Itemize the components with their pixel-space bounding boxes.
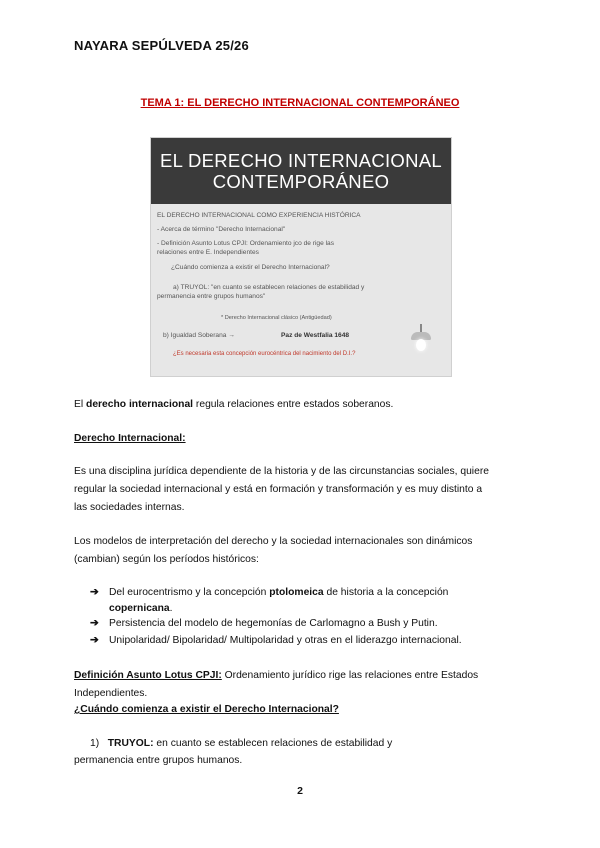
section-heading: Derecho Internacional: — [74, 433, 186, 444]
numbered-item — [90, 735, 530, 753]
page-title: TEMA 1: EL DERECHO INTERNACIONAL CONTEMPORÁNEO — [140, 97, 460, 109]
slide-line: - Acerca de término "Derecho Internacional" — [157, 226, 286, 233]
arrow-icon: ➔ — [90, 587, 99, 598]
text-run: de historia a la concepción — [323, 587, 449, 598]
text-run: El — [74, 399, 87, 410]
slide-body — [151, 204, 451, 357]
text-line: regular la sociedad internacional y está en formación y transformación y es muy distinto a — [74, 484, 483, 495]
text-run: . — [169, 603, 173, 614]
paragraph-definition — [74, 463, 529, 517]
paragraph-lotus — [74, 667, 529, 703]
list-item-text: Unipolaridad/ Bipolaridad/ Multipolaridad y otras en el liderazgo internacional. — [109, 635, 462, 646]
text-run: en cuanto se establecen relaciones de estabilidad y — [153, 738, 393, 749]
text-line: (cambian) según los períodos históricos: — [74, 554, 259, 565]
page-number: 2 — [297, 785, 303, 797]
slide-heading-line1: EL DERECHO INTERNACIONAL — [159, 150, 442, 171]
arrow-icon: ➔ — [90, 618, 99, 629]
text-run-bold: copernicana — [109, 603, 170, 614]
slide-line: * Derecho Internacional clásico (Antigüedad) — [221, 315, 332, 321]
text-line: Los modelos de interpretación del derecho y la sociedad internacionales son dinámicos — [74, 536, 473, 547]
slide-line: b) Igualdad Soberana → — [163, 332, 235, 339]
paragraph-intro — [74, 396, 529, 414]
slide-line: EL DERECHO INTERNACIONAL COMO EXPERIENCIA HISTÓRICA — [157, 212, 361, 219]
text-run-underlined: Definición Asunto Lotus CPJI: — [74, 670, 222, 681]
text-run: Del eurocentrismo y la concepción — [109, 587, 270, 598]
text-run: Ordenamiento jurídico rige las relaciones entre Estados — [221, 670, 479, 681]
paragraph-models — [74, 533, 529, 569]
author-header: NAYARA SEPÚLVEDA 25/26 — [74, 38, 249, 53]
slide-line: permanencia entre grupos humanos" — [157, 293, 266, 300]
slide-heading-line2: CONTEMPORÁNEO — [212, 171, 390, 192]
question-heading: ¿Cuándo comienza a existir el Derecho Internacional? — [74, 704, 339, 715]
slide-line: ¿Es necesaria esta concepción eurocéntrica del nacimiento del D.I.? — [173, 351, 356, 357]
list-item-text: Persistencia del modelo de hegemonías de Carlomagno a Bush y Putin. — [109, 618, 438, 629]
text-line: permanencia entre grupos humanos. — [74, 755, 243, 766]
item-number: 1) — [90, 738, 100, 749]
slide-line: relaciones entre E. Independientes — [157, 249, 259, 256]
lamp-icon — [409, 324, 433, 354]
text-run: regula relaciones entre estados soberanos. — [193, 399, 394, 410]
slide-line: ¿Cuándo comienza a existir el Derecho Internacional? — [171, 264, 330, 271]
text-run-bold: ptolomeica — [269, 587, 324, 598]
text-line: Es una disciplina jurídica dependiente de la historia y de las circunstancias sociales, quiere — [74, 466, 489, 477]
text-line: Independientes. — [74, 688, 148, 699]
slide-image — [150, 137, 452, 377]
slide-heading — [151, 138, 451, 204]
slide-line: a) TRUYOL: "en cuanto se establecen relaciones de estabilidad y — [173, 284, 365, 291]
arrow-icon: ➔ — [90, 635, 99, 646]
slide-line: - Definición Asunto Lotus CPJI: Ordenamiento jco de rige las — [157, 240, 335, 247]
text-run-bold: derecho internacional — [86, 399, 194, 410]
slide-line: Paz de Westfalia 1648 — [281, 332, 350, 339]
text-run-bold: TRUYOL: — [107, 738, 154, 749]
text-line: las sociedades internas. — [74, 502, 185, 513]
